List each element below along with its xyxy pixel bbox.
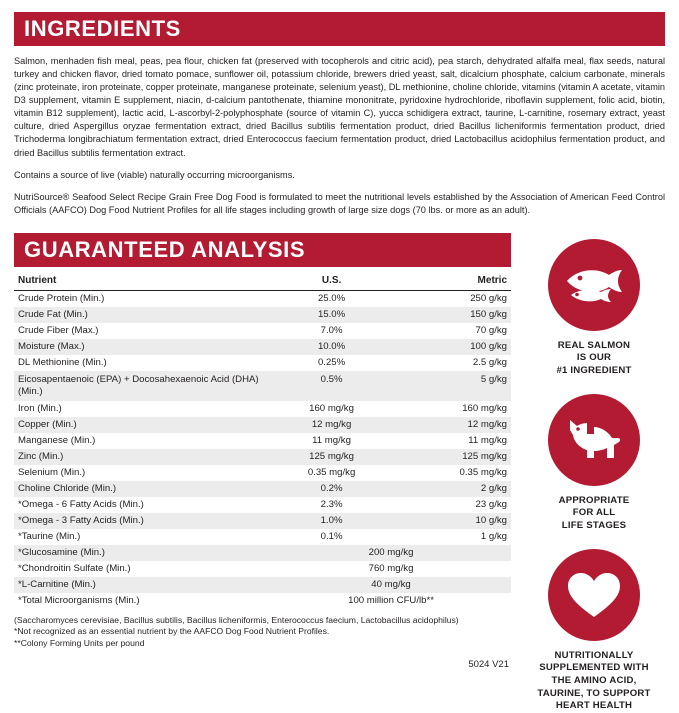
cell-metric: 150 g/kg	[392, 307, 511, 323]
cell-us: 160 mg/kg	[309, 403, 354, 415]
cell-us: 0.35 mg/kg	[307, 467, 356, 479]
badges-column	[523, 233, 665, 713]
note-not-recognized: *Not recognized as an essential nutrient by the AAFCO Dog Food Nutrient Profiles.	[14, 626, 330, 637]
badge-line: NUTRITIONALLY	[554, 649, 634, 661]
table-row	[14, 307, 511, 323]
cell-metric: 1 g/kg	[480, 531, 507, 543]
cell-nutrient: Iron (Min.)	[18, 403, 62, 415]
cell-metric: 160 mg/kg	[462, 403, 507, 415]
cell-us: 0.5%	[271, 371, 392, 401]
badge-line: THE AMINO ACID,	[551, 675, 637, 687]
label-code: 5024 V21	[468, 659, 509, 671]
badge-all-life-stages	[523, 394, 665, 533]
badge-line: #1 INGREDIENT	[556, 365, 632, 377]
table-row	[14, 577, 511, 593]
table-row	[14, 593, 511, 609]
cell-metric: 12 mg/kg	[392, 417, 511, 433]
cell-nutrient: Zinc (Min.)	[14, 449, 271, 465]
cell-nutrient: Eicosapentaenoic (EPA) + Docosahexaenoic Acid (DHA) (Min.)	[14, 371, 271, 401]
column-header-us: U.S.	[271, 273, 392, 291]
cell-metric: 5 g/kg	[392, 371, 511, 401]
table-row	[14, 449, 511, 465]
dog-icon	[548, 394, 640, 486]
badge-real-salmon-text	[523, 340, 665, 378]
cell-metric: 70 g/kg	[475, 325, 507, 337]
table-row	[14, 417, 511, 433]
badge-line: LIFE STAGES	[561, 520, 627, 532]
microorganisms-note: Contains a source of live (viable) naturally occurring microorganisms.	[14, 169, 295, 180]
guaranteed-analysis-header: GUARANTEED ANALYSIS	[14, 233, 511, 267]
table-row	[14, 561, 511, 577]
cell-us: 0.25%	[317, 357, 346, 369]
cell-metric: 250 g/kg	[470, 293, 507, 305]
table-row	[14, 371, 511, 401]
cell-us: 0.1%	[320, 531, 343, 543]
cell-us: 125 mg/kg	[271, 449, 392, 465]
table-row	[14, 545, 511, 561]
cell-us: 10.0%	[271, 339, 392, 355]
ingredients-body	[14, 55, 665, 217]
table-row	[14, 401, 511, 417]
cell-metric: 125 mg/kg	[392, 449, 511, 465]
cell-nutrient: *Taurine (Min.)	[18, 531, 81, 543]
ingredients-list: Salmon, menhaden fish meal, peas, pea flour, chicken fat (preserved with tocopherols and citric acid), pea starch, dehydrated alfalfa meal, flax seeds, natural turkey and chicken flavor, dried tomato pomace, sunflower oil, potassium chloride, brewers dried yeast, salt, dicalcium phosphate, calcium carbonate, minerals (zinc proteinate, iron proteinate, copper proteinate, manganese proteinate, selenium yeast), DL methionine, choline chloride, vitamins (vitamin A acetate, vitamin D3 supplement, vitamin E supplement, niacin, d-calcium pantothenate, thiamine mononitrate, pyridoxine hydrochloride, riboflavin supplement, folic acid, biotin, vitamin B12 supplement), lactic acid, L-ascorbyl-2-polyphosphate (source of vitamin C), yucca schidigera extract, taurine, L-carnitine, rosemary extract, yeast culture, dried Aspergillus oryzae fermentation extract, dried Bacillus subtilis fermentation product, dried Bacillus licheniformis fermentation product, dried Trichoderma longibrachiatum fermentation extract, dried Enterococcus faecium fermentation product, dried Lactobacillus acidophilus fermentation product, and dried Bacillus subtilis fermentation extract.	[14, 56, 665, 158]
cell-metric: 2.5 g/kg	[472, 357, 507, 369]
badge-real-salmon	[523, 239, 665, 378]
note-cfu: **Colony Forming Units per pound	[14, 637, 145, 648]
badge-heart-health-text	[523, 650, 665, 713]
cell-nutrient: *Omega - 6 Fatty Acids (Min.)	[18, 499, 144, 511]
ingredients-header: INGREDIENTS	[14, 12, 665, 46]
table-row	[14, 513, 511, 529]
badge-line: FOR ALL	[572, 507, 616, 519]
column-header-nutrient: Nutrient	[14, 273, 271, 291]
cell-us: 11 mg/kg	[312, 435, 351, 447]
cell-us: 2.3%	[320, 499, 343, 511]
table-row	[14, 433, 511, 449]
cell-nutrient: *L-Carnitine (Min.)	[14, 577, 271, 593]
table-row	[14, 497, 511, 513]
cell-nutrient: Manganese (Min.)	[18, 435, 96, 447]
table-row	[14, 465, 511, 481]
badge-line: HEART HEALTH	[555, 700, 633, 712]
cell-metric: 23 g/kg	[475, 499, 507, 511]
table-row	[14, 291, 511, 307]
cell-metric: 100 g/kg	[392, 339, 511, 355]
table-row	[14, 323, 511, 339]
cell-nutrient: *Chondroitin Sulfate (Min.)	[18, 563, 131, 575]
cell-us: 12 mg/kg	[271, 417, 392, 433]
badge-all-life-stages-text	[523, 495, 665, 533]
badge-heart-health	[523, 549, 665, 713]
lower-section	[14, 233, 665, 713]
heart-icon	[548, 549, 640, 641]
salmon-fish-icon	[548, 239, 640, 331]
badge-line: IS OUR	[576, 352, 612, 364]
badge-line: TAURINE, TO SUPPORT	[537, 687, 651, 699]
cell-value: 100 million CFU/lb**	[348, 595, 434, 607]
note-microorganism-strains: (Saccharomyces cerevisiae, Bacillus subtilis, Bacillus licheniformis, Enterococcus faecium, Lactobacillus acidophilus)	[14, 615, 459, 626]
aafco-statement: NutriSource® Seafood Select Recipe Grain Free Dog Food is formulated to meet the nutritional levels established by the Association of American Feed Control Officials (AAFCO) Dog Food Nutrient Profiles for all life stages including growth of large size dogs (70 lbs. or more as an adult).	[14, 191, 665, 215]
cell-nutrient: Moisture (Max.)	[14, 339, 271, 355]
cell-nutrient: DL Methionine (Min.)	[18, 357, 107, 369]
cell-metric: 11 mg/kg	[468, 435, 507, 447]
table-header-row	[14, 273, 511, 291]
badge-line: SUPPLEMENTED WITH	[539, 662, 649, 674]
cell-nutrient: Selenium (Min.)	[18, 467, 86, 479]
table-row	[14, 529, 511, 545]
cell-nutrient: *Total Microorganisms (Min.)	[18, 595, 140, 607]
cell-metric: 2 g/kg	[392, 481, 511, 497]
table-row	[14, 355, 511, 371]
cell-value: 40 mg/kg	[271, 577, 511, 593]
cell-metric: 10 g/kg	[392, 513, 511, 529]
guaranteed-analysis-table	[14, 273, 511, 609]
cell-us: 7.0%	[320, 325, 343, 337]
column-header-metric: Metric	[392, 273, 511, 291]
cell-us: 0.2%	[271, 481, 392, 497]
cell-value: 760 mg/kg	[368, 563, 414, 575]
badge-line: REAL SALMON	[557, 339, 631, 351]
table-row	[14, 339, 511, 355]
cell-nutrient: Choline Chloride (Min.)	[14, 481, 271, 497]
guaranteed-analysis-column	[14, 233, 511, 671]
table-row	[14, 481, 511, 497]
cell-nutrient: *Omega - 3 Fatty Acids (Min.)	[14, 513, 271, 529]
guaranteed-analysis-notes	[14, 615, 511, 649]
cell-metric: 0.35 mg/kg	[459, 467, 507, 479]
cell-nutrient: Crude Fat (Min.)	[14, 307, 271, 323]
cell-nutrient: Crude Fiber (Max.)	[18, 325, 99, 337]
badge-line: APPROPRIATE	[558, 494, 630, 506]
cell-nutrient: *Glucosamine (Min.)	[14, 545, 271, 561]
cell-us: 1.0%	[271, 513, 392, 529]
cell-value: 200 mg/kg	[271, 545, 511, 561]
table-body	[14, 291, 511, 609]
cell-nutrient: Copper (Min.)	[14, 417, 271, 433]
cell-nutrient: Crude Protein (Min.)	[18, 293, 105, 305]
cell-us: 25.0%	[317, 293, 346, 305]
cell-us: 15.0%	[271, 307, 392, 323]
